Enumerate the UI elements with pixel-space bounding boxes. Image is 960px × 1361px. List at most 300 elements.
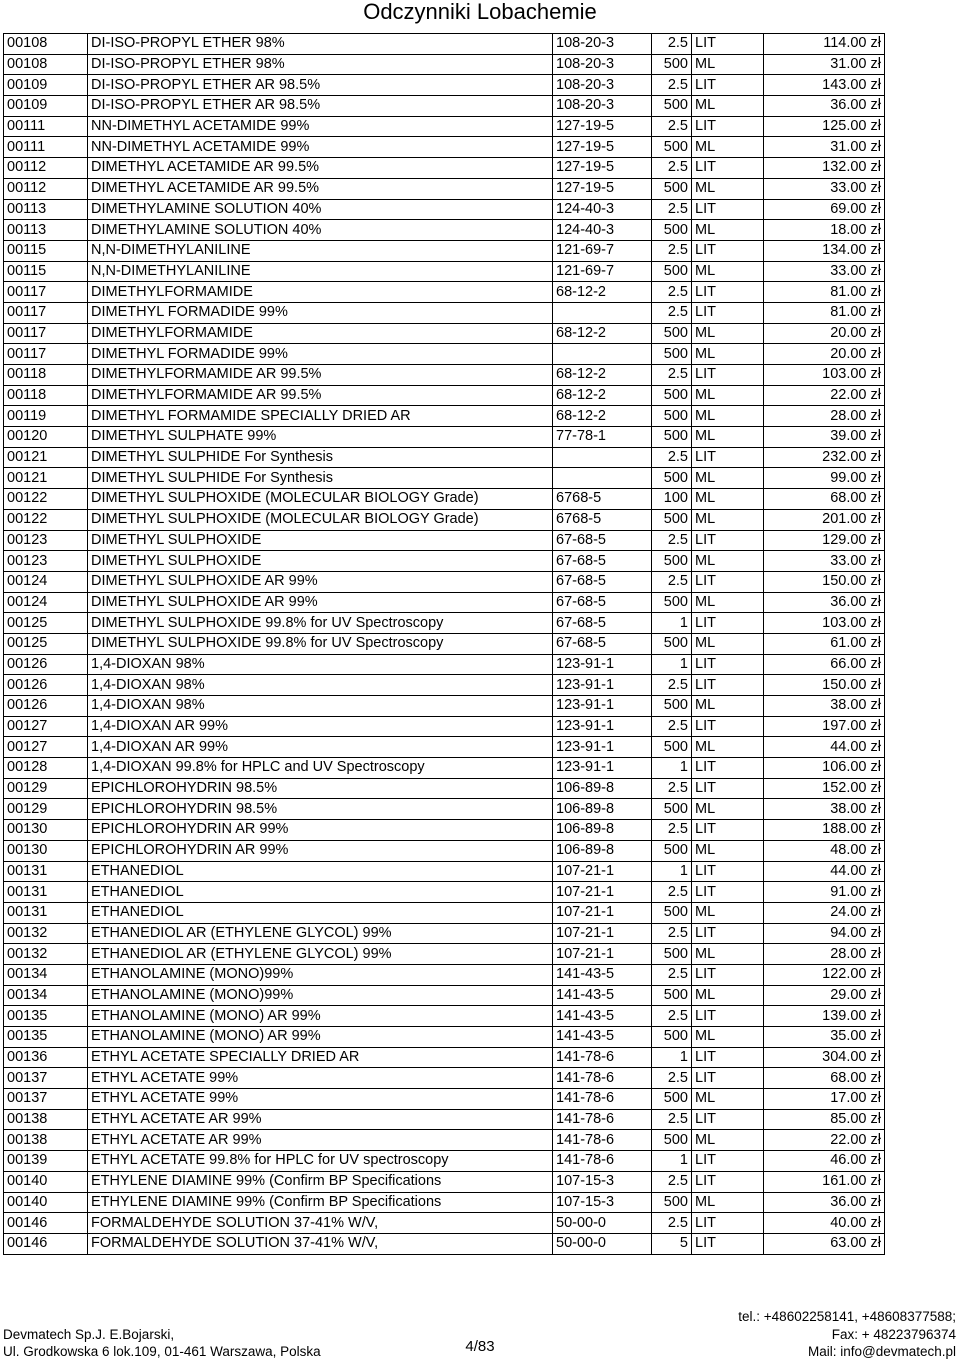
unit-cell: ML bbox=[692, 178, 764, 199]
cas-number-cell: 141-78-6 bbox=[553, 1130, 652, 1151]
product-code-cell: 00134 bbox=[4, 964, 88, 985]
cas-number-cell: 141-78-6 bbox=[553, 1089, 652, 1110]
table-row bbox=[4, 344, 885, 365]
price-cell: 85.00 zł bbox=[764, 1109, 885, 1130]
product-code-cell: 00131 bbox=[4, 902, 88, 923]
product-price-table bbox=[3, 33, 885, 1255]
quantity-cell: 100 bbox=[652, 489, 692, 510]
product-name-cell: EPICHLOROHYDRIN AR 99% bbox=[88, 820, 553, 841]
price-cell: 36.00 zł bbox=[764, 592, 885, 613]
product-name-cell: NN-DIMETHYL ACETAMIDE 99% bbox=[88, 137, 553, 158]
quantity-cell: 1 bbox=[652, 1151, 692, 1172]
unit-cell: ML bbox=[692, 1192, 764, 1213]
unit-cell: ML bbox=[692, 220, 764, 241]
unit-cell: LIT bbox=[692, 923, 764, 944]
table-row bbox=[4, 530, 885, 551]
quantity-cell: 500 bbox=[652, 54, 692, 75]
cas-number-cell: 127-19-5 bbox=[553, 178, 652, 199]
product-name-cell: 1,4-DIOXAN 98% bbox=[88, 675, 553, 696]
table-row bbox=[4, 365, 885, 386]
price-cell: 61.00 zł bbox=[764, 633, 885, 654]
cas-number-cell: 68-12-2 bbox=[553, 406, 652, 427]
quantity-cell: 500 bbox=[652, 385, 692, 406]
product-code-cell: 00109 bbox=[4, 96, 88, 117]
price-cell: 33.00 zł bbox=[764, 261, 885, 282]
quantity-cell: 500 bbox=[652, 427, 692, 448]
price-cell: 152.00 zł bbox=[764, 778, 885, 799]
product-code-cell: 00124 bbox=[4, 592, 88, 613]
product-code-cell: 00132 bbox=[4, 923, 88, 944]
product-code-cell: 00113 bbox=[4, 199, 88, 220]
cas-number-cell: 108-20-3 bbox=[553, 34, 652, 55]
product-code-cell: 00130 bbox=[4, 840, 88, 861]
table-row bbox=[4, 468, 885, 489]
table-row bbox=[4, 282, 885, 303]
cas-number-cell bbox=[553, 468, 652, 489]
price-cell: 129.00 zł bbox=[764, 530, 885, 551]
price-cell: 150.00 zł bbox=[764, 571, 885, 592]
cas-number-cell: 123-91-1 bbox=[553, 675, 652, 696]
unit-cell: ML bbox=[692, 489, 764, 510]
table-row bbox=[4, 302, 885, 323]
cas-number-cell: 108-20-3 bbox=[553, 96, 652, 117]
cas-number-cell: 107-21-1 bbox=[553, 882, 652, 903]
quantity-cell: 500 bbox=[652, 902, 692, 923]
cas-number-cell: 68-12-2 bbox=[553, 282, 652, 303]
quantity-cell: 500 bbox=[652, 96, 692, 117]
product-code-cell: 00111 bbox=[4, 116, 88, 137]
quantity-cell: 2.5 bbox=[652, 158, 692, 179]
cas-number-cell: 141-78-6 bbox=[553, 1047, 652, 1068]
product-code-cell: 00126 bbox=[4, 675, 88, 696]
table-row bbox=[4, 34, 885, 55]
product-code-cell: 00124 bbox=[4, 571, 88, 592]
unit-cell: ML bbox=[692, 54, 764, 75]
product-code-cell: 00123 bbox=[4, 551, 88, 572]
product-name-cell: EPICHLOROHYDRIN 98.5% bbox=[88, 799, 553, 820]
table-row bbox=[4, 406, 885, 427]
table-row bbox=[4, 696, 885, 717]
cas-number-cell: 106-89-8 bbox=[553, 778, 652, 799]
table-row bbox=[4, 447, 885, 468]
table-row bbox=[4, 96, 885, 117]
product-name-cell: 1,4-DIOXAN 99.8% for HPLC and UV Spectroscopy bbox=[88, 758, 553, 779]
unit-cell: LIT bbox=[692, 1068, 764, 1089]
quantity-cell: 2.5 bbox=[652, 882, 692, 903]
quantity-cell: 2.5 bbox=[652, 240, 692, 261]
footer-contact-info bbox=[738, 1308, 956, 1361]
price-cell: 22.00 zł bbox=[764, 1130, 885, 1151]
product-code-cell: 00125 bbox=[4, 613, 88, 634]
company-address: Ul. Grodkowska 6 lok.109, 01-461 Warszawa, Polska bbox=[3, 1344, 321, 1359]
cas-number-cell: 68-12-2 bbox=[553, 385, 652, 406]
table-row bbox=[4, 1089, 885, 1110]
cas-number-cell: 67-68-5 bbox=[553, 592, 652, 613]
unit-cell: LIT bbox=[692, 34, 764, 55]
price-cell: 36.00 zł bbox=[764, 96, 885, 117]
cas-number-cell: 67-68-5 bbox=[553, 530, 652, 551]
quantity-cell: 2.5 bbox=[652, 820, 692, 841]
unit-cell: LIT bbox=[692, 675, 764, 696]
product-name-cell: NN-DIMETHYL ACETAMIDE 99% bbox=[88, 116, 553, 137]
product-name-cell: ETHYL ACETATE 99% bbox=[88, 1089, 553, 1110]
cas-number-cell: 121-69-7 bbox=[553, 240, 652, 261]
cas-number-cell: 141-78-6 bbox=[553, 1068, 652, 1089]
quantity-cell: 500 bbox=[652, 633, 692, 654]
cas-number-cell: 107-21-1 bbox=[553, 902, 652, 923]
price-cell: 68.00 zł bbox=[764, 489, 885, 510]
cas-number-cell: 106-89-8 bbox=[553, 799, 652, 820]
cas-number-cell: 50-00-0 bbox=[553, 1233, 652, 1254]
table-row bbox=[4, 1192, 885, 1213]
table-row bbox=[4, 1171, 885, 1192]
page-number: 4/83 bbox=[465, 1338, 495, 1355]
product-code-cell: 00130 bbox=[4, 820, 88, 841]
product-name-cell: ETHYLENE DIAMINE 99% (Confirm BP Specifications bbox=[88, 1192, 553, 1213]
quantity-cell: 2.5 bbox=[652, 302, 692, 323]
table-row bbox=[4, 944, 885, 965]
quantity-cell: 500 bbox=[652, 696, 692, 717]
product-code-cell: 00131 bbox=[4, 882, 88, 903]
price-cell: 35.00 zł bbox=[764, 1027, 885, 1048]
table-row bbox=[4, 861, 885, 882]
quantity-cell: 2.5 bbox=[652, 778, 692, 799]
product-name-cell: DIMETHYL SULPHIDE For Synthesis bbox=[88, 447, 553, 468]
product-name-cell: ETHANOLAMINE (MONO)99% bbox=[88, 964, 553, 985]
unit-cell: ML bbox=[692, 840, 764, 861]
quantity-cell: 2.5 bbox=[652, 1006, 692, 1027]
table-row bbox=[4, 964, 885, 985]
contact-email: Mail: info@devmatech.pl bbox=[807, 1344, 956, 1359]
price-cell: 150.00 zł bbox=[764, 675, 885, 696]
quantity-cell: 500 bbox=[652, 344, 692, 365]
price-cell: 122.00 zł bbox=[764, 964, 885, 985]
cas-number-cell: 123-91-1 bbox=[553, 758, 652, 779]
table-row bbox=[4, 261, 885, 282]
product-code-cell: 00136 bbox=[4, 1047, 88, 1068]
unit-cell: LIT bbox=[692, 1171, 764, 1192]
unit-cell: LIT bbox=[692, 199, 764, 220]
table-row bbox=[4, 882, 885, 903]
product-code-cell: 00135 bbox=[4, 1006, 88, 1027]
price-cell: 132.00 zł bbox=[764, 158, 885, 179]
quantity-cell: 2.5 bbox=[652, 199, 692, 220]
quantity-cell: 500 bbox=[652, 261, 692, 282]
unit-cell: ML bbox=[692, 96, 764, 117]
unit-cell: LIT bbox=[692, 1213, 764, 1234]
price-cell: 28.00 zł bbox=[764, 406, 885, 427]
price-cell: 39.00 zł bbox=[764, 427, 885, 448]
table-row bbox=[4, 840, 885, 861]
product-name-cell: ETHANOLAMINE (MONO)99% bbox=[88, 985, 553, 1006]
cas-number-cell: 123-91-1 bbox=[553, 654, 652, 675]
product-name-cell: ETHYL ACETATE AR 99% bbox=[88, 1130, 553, 1151]
product-name-cell: DI-ISO-PROPYL ETHER 98% bbox=[88, 34, 553, 55]
product-code-cell: 00117 bbox=[4, 323, 88, 344]
product-name-cell: 1,4-DIOXAN 98% bbox=[88, 696, 553, 717]
price-cell: 143.00 zł bbox=[764, 75, 885, 96]
product-code-cell: 00146 bbox=[4, 1233, 88, 1254]
cas-number-cell: 107-15-3 bbox=[553, 1171, 652, 1192]
price-cell: 197.00 zł bbox=[764, 716, 885, 737]
table-row bbox=[4, 675, 885, 696]
price-cell: 44.00 zł bbox=[764, 737, 885, 758]
product-code-cell: 00117 bbox=[4, 344, 88, 365]
contact-fax: Fax: + 48223796374 bbox=[831, 1326, 956, 1342]
cas-number-cell: 108-20-3 bbox=[553, 54, 652, 75]
cas-number-cell: 50-00-0 bbox=[553, 1213, 652, 1234]
quantity-cell: 2.5 bbox=[652, 1068, 692, 1089]
cas-number-cell: 123-91-1 bbox=[553, 716, 652, 737]
product-name-cell: ETHANEDIOL AR (ETHYLENE GLYCOL) 99% bbox=[88, 923, 553, 944]
product-name-cell: ETHANEDIOL bbox=[88, 882, 553, 903]
unit-cell: ML bbox=[692, 509, 764, 530]
table-row bbox=[4, 1233, 885, 1254]
product-name-cell: DIMETHYLAMINE SOLUTION 40% bbox=[88, 220, 553, 241]
product-name-cell: DIMETHYL SULPHOXIDE AR 99% bbox=[88, 592, 553, 613]
unit-cell: LIT bbox=[692, 964, 764, 985]
cas-number-cell: 107-15-3 bbox=[553, 1192, 652, 1213]
price-cell: 134.00 zł bbox=[764, 240, 885, 261]
table-row bbox=[4, 489, 885, 510]
product-name-cell: 1,4-DIOXAN 98% bbox=[88, 654, 553, 675]
quantity-cell: 500 bbox=[652, 1027, 692, 1048]
quantity-cell: 2.5 bbox=[652, 365, 692, 386]
product-name-cell: DI-ISO-PROPYL ETHER AR 98.5% bbox=[88, 96, 553, 117]
price-cell: 81.00 zł bbox=[764, 302, 885, 323]
product-code-cell: 00139 bbox=[4, 1151, 88, 1172]
product-code-cell: 00137 bbox=[4, 1089, 88, 1110]
price-cell: 161.00 zł bbox=[764, 1171, 885, 1192]
company-name: Devmatech Sp.J. E.Bojarski, bbox=[3, 1327, 175, 1342]
table-row bbox=[4, 985, 885, 1006]
product-name-cell: EPICHLOROHYDRIN AR 99% bbox=[88, 840, 553, 861]
product-name-cell: ETHANEDIOL bbox=[88, 861, 553, 882]
table-row bbox=[4, 633, 885, 654]
cas-number-cell: 77-78-1 bbox=[553, 427, 652, 448]
price-cell: 38.00 zł bbox=[764, 696, 885, 717]
quantity-cell: 2.5 bbox=[652, 675, 692, 696]
quantity-cell: 2.5 bbox=[652, 716, 692, 737]
product-code-cell: 00121 bbox=[4, 468, 88, 489]
product-code-cell: 00127 bbox=[4, 737, 88, 758]
product-code-cell: 00115 bbox=[4, 240, 88, 261]
cas-number-cell: 67-68-5 bbox=[553, 571, 652, 592]
table-row bbox=[4, 75, 885, 96]
unit-cell: LIT bbox=[692, 1151, 764, 1172]
table-row bbox=[4, 1130, 885, 1151]
quantity-cell: 500 bbox=[652, 509, 692, 530]
quantity-cell: 2.5 bbox=[652, 1213, 692, 1234]
cas-number-cell: 6768-5 bbox=[553, 489, 652, 510]
quantity-cell: 1 bbox=[652, 861, 692, 882]
table-row bbox=[4, 716, 885, 737]
price-cell: 38.00 zł bbox=[764, 799, 885, 820]
cas-number-cell: 67-68-5 bbox=[553, 551, 652, 572]
product-name-cell: 1,4-DIOXAN AR 99% bbox=[88, 737, 553, 758]
price-cell: 304.00 zł bbox=[764, 1047, 885, 1068]
unit-cell: LIT bbox=[692, 571, 764, 592]
quantity-cell: 2.5 bbox=[652, 75, 692, 96]
table-row bbox=[4, 1109, 885, 1130]
cas-number-cell: 107-21-1 bbox=[553, 923, 652, 944]
product-code-cell: 00120 bbox=[4, 427, 88, 448]
table-row bbox=[4, 199, 885, 220]
product-name-cell: DIMETHYL SULPHIDE For Synthesis bbox=[88, 468, 553, 489]
cas-number-cell: 67-68-5 bbox=[553, 613, 652, 634]
product-code-cell: 00140 bbox=[4, 1171, 88, 1192]
table-row bbox=[4, 509, 885, 530]
cas-number-cell: 6768-5 bbox=[553, 509, 652, 530]
unit-cell: LIT bbox=[692, 240, 764, 261]
unit-cell: LIT bbox=[692, 302, 764, 323]
contact-phone: tel.: +48602258141, +48608377588; bbox=[738, 1309, 956, 1324]
product-name-cell: ETHYL ACETATE SPECIALLY DRIED AR bbox=[88, 1047, 553, 1068]
table-row bbox=[4, 1027, 885, 1048]
price-cell: 63.00 zł bbox=[764, 1233, 885, 1254]
product-name-cell: ETHANEDIOL AR (ETHYLENE GLYCOL) 99% bbox=[88, 944, 553, 965]
price-cell: 188.00 zł bbox=[764, 820, 885, 841]
unit-cell: ML bbox=[692, 323, 764, 344]
product-name-cell: ETHYL ACETATE 99.8% for HPLC for UV spectroscopy bbox=[88, 1151, 553, 1172]
product-code-cell: 00127 bbox=[4, 716, 88, 737]
product-code-cell: 00115 bbox=[4, 261, 88, 282]
product-name-cell: FORMALDEHYDE SOLUTION 37-41% W/V, bbox=[88, 1233, 553, 1254]
table-row bbox=[4, 820, 885, 841]
cas-number-cell: 106-89-8 bbox=[553, 840, 652, 861]
product-name-cell: DIMETHYL ACETAMIDE AR 99.5% bbox=[88, 178, 553, 199]
unit-cell: ML bbox=[692, 902, 764, 923]
quantity-cell: 500 bbox=[652, 323, 692, 344]
product-name-cell: DIMETHYL ACETAMIDE AR 99.5% bbox=[88, 158, 553, 179]
table-row bbox=[4, 1047, 885, 1068]
product-code-cell: 00132 bbox=[4, 944, 88, 965]
product-name-cell: DIMETHYLFORMAMIDE bbox=[88, 323, 553, 344]
product-name-cell: DIMETHYLFORMAMIDE AR 99.5% bbox=[88, 385, 553, 406]
price-cell: 46.00 zł bbox=[764, 1151, 885, 1172]
quantity-cell: 500 bbox=[652, 220, 692, 241]
product-code-cell: 00113 bbox=[4, 220, 88, 241]
product-name-cell: 1,4-DIOXAN AR 99% bbox=[88, 716, 553, 737]
cas-number-cell: 107-21-1 bbox=[553, 944, 652, 965]
cas-number-cell: 141-78-6 bbox=[553, 1109, 652, 1130]
table-row bbox=[4, 240, 885, 261]
quantity-cell: 1 bbox=[652, 613, 692, 634]
table-row bbox=[4, 178, 885, 199]
product-name-cell: DIMETHYLFORMAMIDE bbox=[88, 282, 553, 303]
unit-cell: ML bbox=[692, 944, 764, 965]
table-row bbox=[4, 551, 885, 572]
price-cell: 24.00 zł bbox=[764, 902, 885, 923]
table-row bbox=[4, 654, 885, 675]
product-code-cell: 00123 bbox=[4, 530, 88, 551]
table-row bbox=[4, 613, 885, 634]
price-cell: 114.00 zł bbox=[764, 34, 885, 55]
price-cell: 28.00 zł bbox=[764, 944, 885, 965]
unit-cell: ML bbox=[692, 633, 764, 654]
product-code-cell: 00146 bbox=[4, 1213, 88, 1234]
product-code-cell: 00135 bbox=[4, 1027, 88, 1048]
product-name-cell: ETHYLENE DIAMINE 99% (Confirm BP Specifications bbox=[88, 1171, 553, 1192]
cas-number-cell: 141-43-5 bbox=[553, 985, 652, 1006]
unit-cell: ML bbox=[692, 799, 764, 820]
product-code-cell: 00138 bbox=[4, 1109, 88, 1130]
cas-number-cell: 107-21-1 bbox=[553, 861, 652, 882]
unit-cell: LIT bbox=[692, 530, 764, 551]
price-cell: 40.00 zł bbox=[764, 1213, 885, 1234]
quantity-cell: 500 bbox=[652, 1130, 692, 1151]
unit-cell: ML bbox=[692, 261, 764, 282]
page-title: Odczynniki Lobachemie bbox=[363, 0, 597, 24]
cas-number-cell: 121-69-7 bbox=[553, 261, 652, 282]
table-row bbox=[4, 427, 885, 448]
product-code-cell: 00118 bbox=[4, 365, 88, 386]
product-code-cell: 00109 bbox=[4, 75, 88, 96]
product-code-cell: 00126 bbox=[4, 696, 88, 717]
table-row bbox=[4, 323, 885, 344]
product-code-cell: 00137 bbox=[4, 1068, 88, 1089]
unit-cell: ML bbox=[692, 1089, 764, 1110]
product-code-cell: 00131 bbox=[4, 861, 88, 882]
product-code-cell: 00128 bbox=[4, 758, 88, 779]
cas-number-cell: 127-19-5 bbox=[553, 116, 652, 137]
table-row bbox=[4, 385, 885, 406]
unit-cell: LIT bbox=[692, 716, 764, 737]
product-name-cell: DIMETHYL FORMAMIDE SPECIALLY DRIED AR bbox=[88, 406, 553, 427]
price-cell: 20.00 zł bbox=[764, 323, 885, 344]
unit-cell: LIT bbox=[692, 861, 764, 882]
unit-cell: LIT bbox=[692, 1109, 764, 1130]
price-cell: 103.00 zł bbox=[764, 613, 885, 634]
table-row bbox=[4, 1213, 885, 1234]
quantity-cell: 500 bbox=[652, 985, 692, 1006]
price-cell: 48.00 zł bbox=[764, 840, 885, 861]
quantity-cell: 2.5 bbox=[652, 1171, 692, 1192]
product-name-cell: EPICHLOROHYDRIN 98.5% bbox=[88, 778, 553, 799]
product-code-cell: 00125 bbox=[4, 633, 88, 654]
quantity-cell: 2.5 bbox=[652, 116, 692, 137]
unit-cell: ML bbox=[692, 385, 764, 406]
product-name-cell: DIMETHYL FORMADIDE 99% bbox=[88, 344, 553, 365]
cas-number-cell: 141-43-5 bbox=[553, 1027, 652, 1048]
product-name-cell: DIMETHYL SULPHOXIDE (MOLECULAR BIOLOGY Grade) bbox=[88, 489, 553, 510]
unit-cell: ML bbox=[692, 551, 764, 572]
unit-cell: LIT bbox=[692, 116, 764, 137]
product-name-cell: ETHANOLAMINE (MONO) AR 99% bbox=[88, 1006, 553, 1027]
quantity-cell: 2.5 bbox=[652, 447, 692, 468]
cas-number-cell: 124-40-3 bbox=[553, 199, 652, 220]
table-row bbox=[4, 902, 885, 923]
cas-number-cell: 127-19-5 bbox=[553, 158, 652, 179]
quantity-cell: 500 bbox=[652, 1089, 692, 1110]
unit-cell: LIT bbox=[692, 365, 764, 386]
unit-cell: LIT bbox=[692, 758, 764, 779]
price-cell: 139.00 zł bbox=[764, 1006, 885, 1027]
unit-cell: ML bbox=[692, 985, 764, 1006]
price-cell: 18.00 zł bbox=[764, 220, 885, 241]
quantity-cell: 2.5 bbox=[652, 282, 692, 303]
price-cell: 103.00 zł bbox=[764, 365, 885, 386]
quantity-cell: 500 bbox=[652, 406, 692, 427]
quantity-cell: 500 bbox=[652, 944, 692, 965]
unit-cell: ML bbox=[692, 737, 764, 758]
product-code-cell: 00129 bbox=[4, 799, 88, 820]
price-cell: 29.00 zł bbox=[764, 985, 885, 1006]
price-cell: 31.00 zł bbox=[764, 54, 885, 75]
unit-cell: LIT bbox=[692, 654, 764, 675]
price-cell: 69.00 zł bbox=[764, 199, 885, 220]
cas-number-cell bbox=[553, 344, 652, 365]
